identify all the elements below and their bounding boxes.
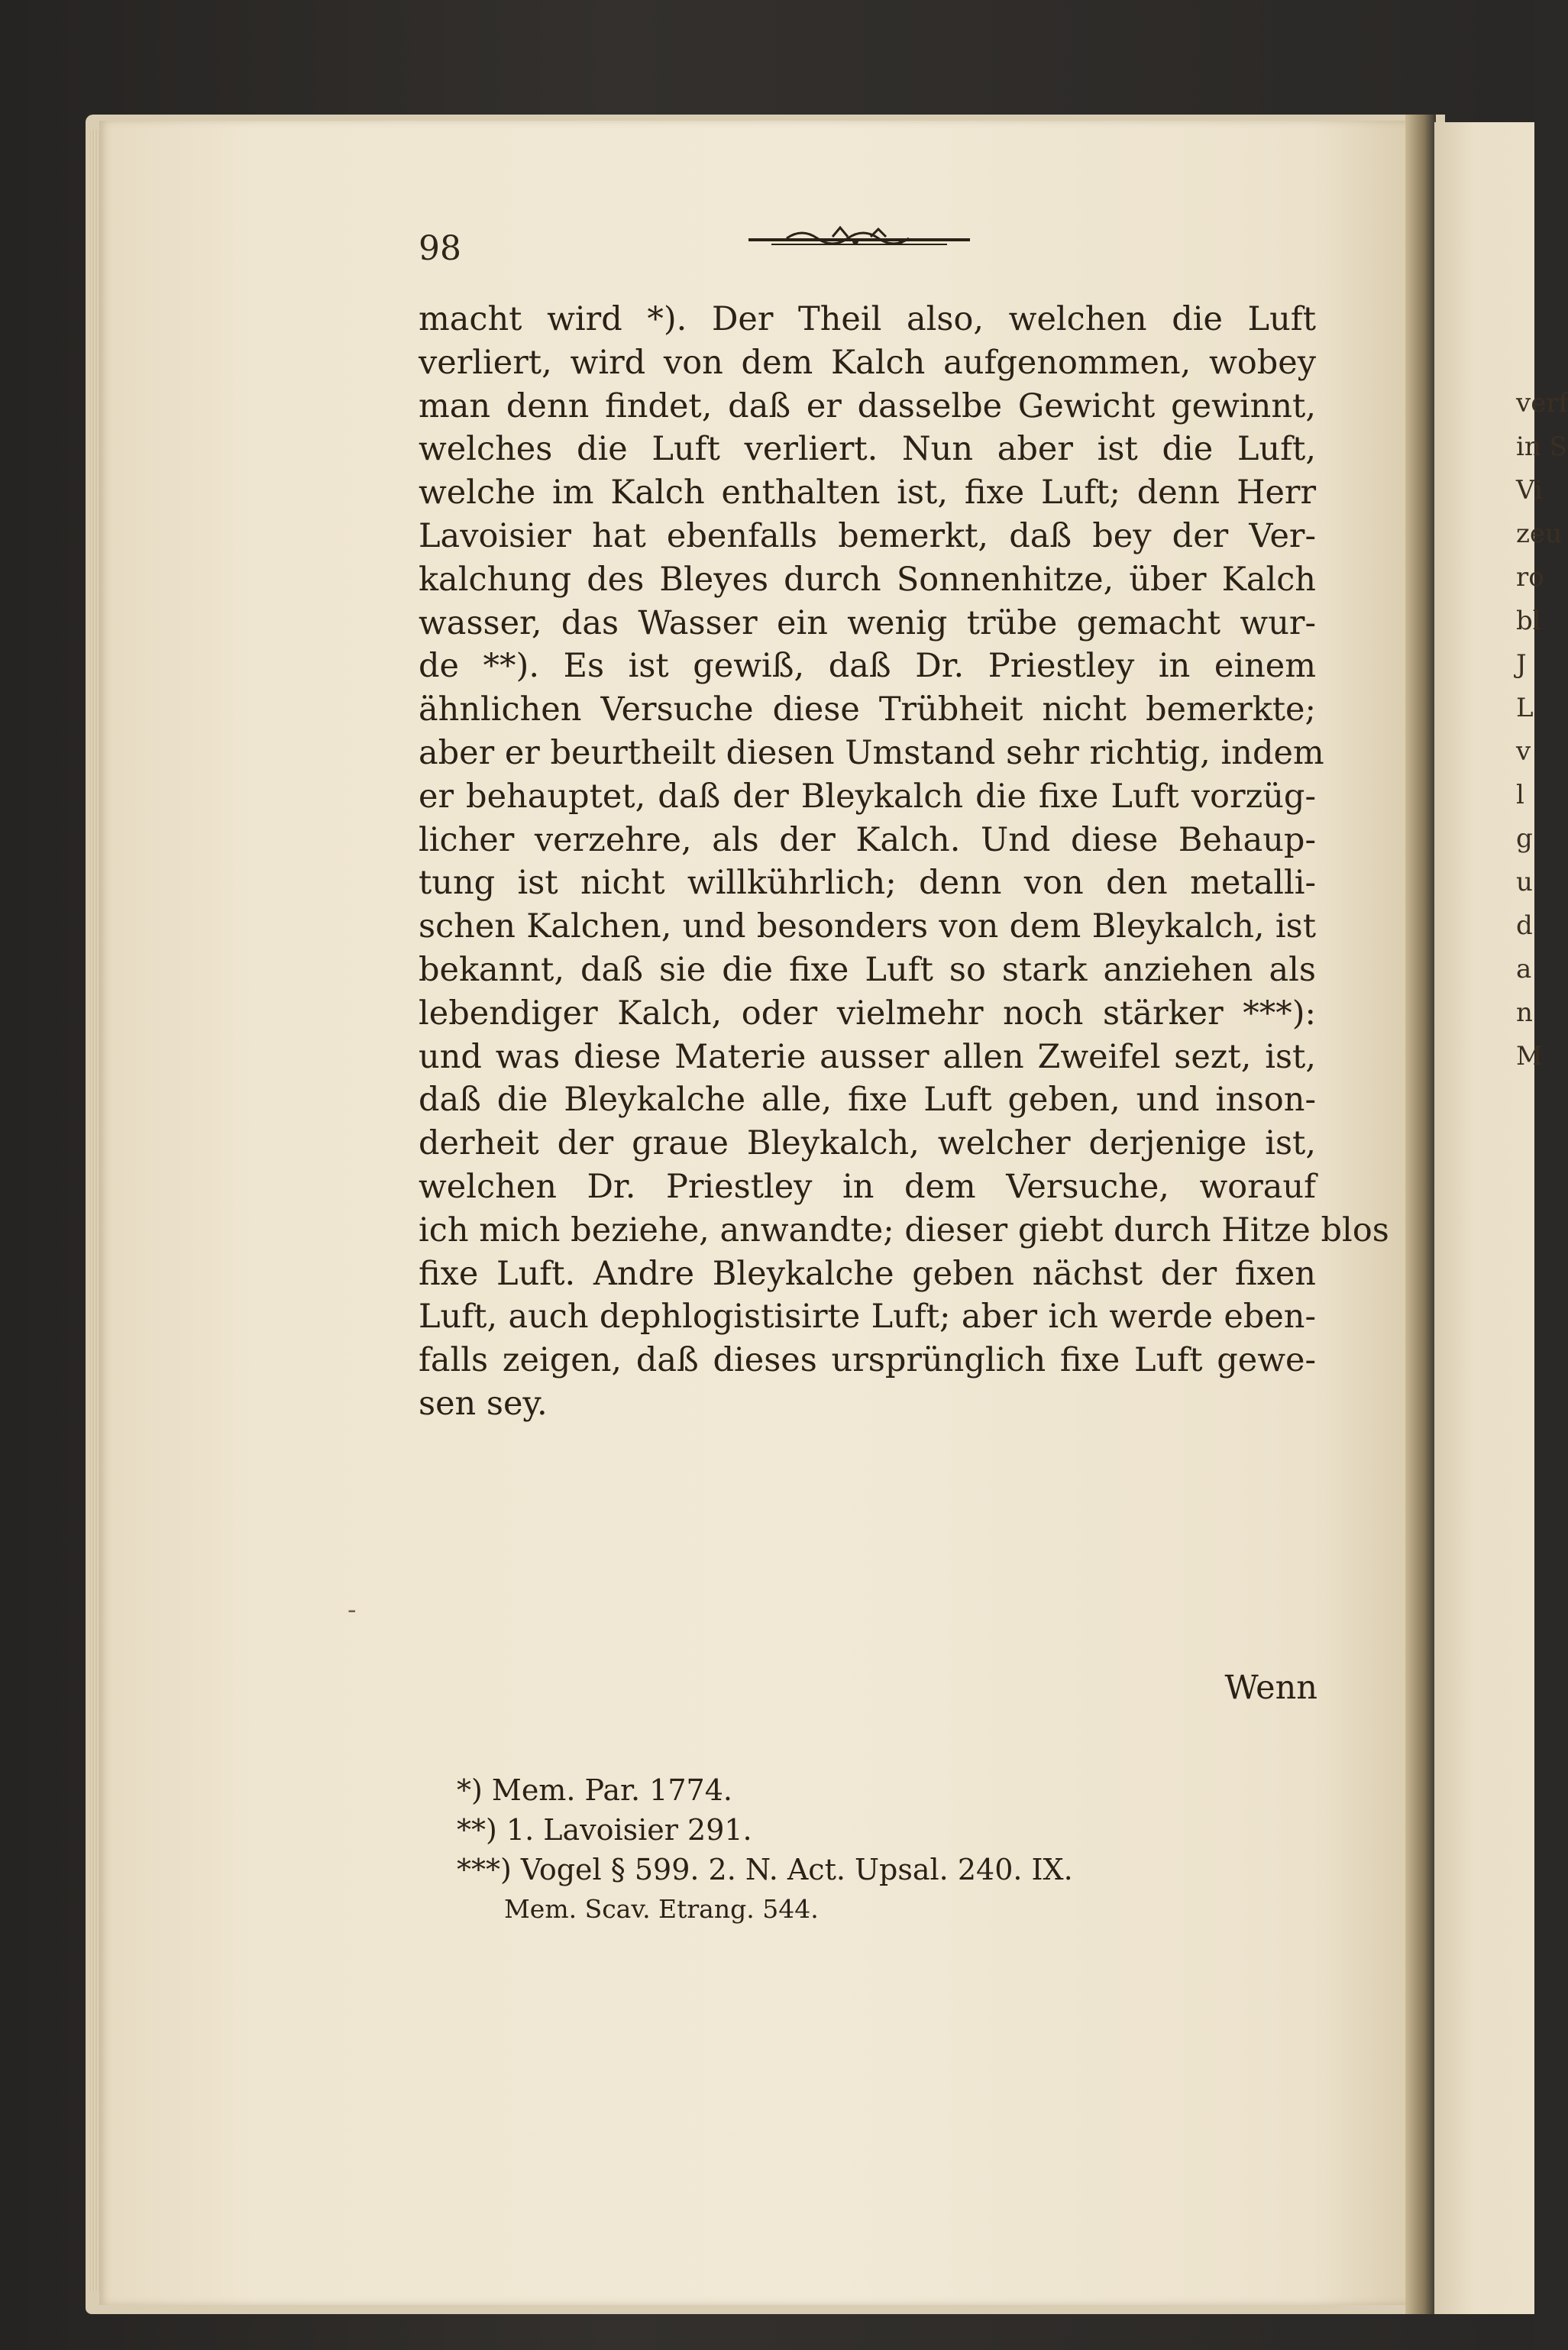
facing-page-line: u — [1516, 867, 1533, 897]
footnotes — [457, 1770, 1320, 1929]
body-line: bekannt, daß sie die fixe Luft so stark anziehen als — [419, 950, 1316, 989]
footnote-2: **) 1. Lavoisier 291. — [457, 1813, 752, 1847]
body-line: er behauptet, daß der Bleykalch die fixe Luft vorzüg- — [419, 777, 1316, 816]
body-line: daß die Bleykalche alle, fixe Luft geben, und inson- — [419, 1081, 1316, 1120]
body-line: man denn findet, daß er dasselbe Gewicht gewinnt, — [419, 386, 1316, 425]
facing-page-line: verf — [1516, 388, 1568, 419]
ornament-icon — [741, 215, 978, 261]
body-line: de **). Es ist gewiß, daß Dr. Priestley in einem — [419, 647, 1316, 686]
body-line: welchen Dr. Priestley in dem Versuche, worauf — [419, 1167, 1316, 1206]
footnote-3: ***) Vogel § 599. 2. N. Act. Upsal. 240. IX. — [457, 1853, 1073, 1886]
body-line: tung ist nicht willkührlich; denn von den metalli- — [419, 864, 1316, 903]
facing-page-text — [1516, 382, 1568, 1078]
book-gutter — [1405, 115, 1436, 2314]
body-line: ich mich beziehe, anwandte; dieser giebt durch Hitze blos — [419, 1211, 1389, 1249]
body-line: und was diese Materie ausser allen Zweifel sezt, ist, — [419, 1037, 1316, 1076]
page-number: 98 — [419, 229, 461, 268]
facing-page-line: zeu — [1516, 519, 1562, 549]
footnote-1: *) Mem. Par. 1774. — [457, 1773, 732, 1807]
facing-page-line: M — [1516, 1041, 1543, 1072]
body-line: ähnlichen Versuche diese Trübheit nicht bemerkte; — [419, 690, 1316, 729]
body-line: sen sey. — [419, 1384, 548, 1423]
facing-page-line: bl — [1516, 606, 1541, 636]
body-line: Luft, auch dephlogistisirte Luft; aber ich werde eben- — [419, 1298, 1316, 1337]
facing-page-line: J — [1516, 649, 1527, 680]
body-line: kalchung des Bleyes durch Sonnenhitze, über Kalch — [419, 560, 1316, 599]
facing-page-line: L — [1516, 693, 1534, 723]
body-line: welches die Luft verliert. Nun aber ist die Luft, — [419, 430, 1316, 469]
body-line: aber er beurtheilt diesen Umstand sehr richtig, indem — [419, 733, 1324, 772]
facing-page-line: n — [1516, 997, 1533, 1028]
body-line: falls zeigen, daß dieses ursprünglich fixe Luft gewe- — [419, 1341, 1316, 1380]
facing-page-line: ro — [1516, 562, 1544, 593]
facing-page-line: in S — [1516, 432, 1567, 462]
body-line: derheit der graue Bleykalch, welcher derjenige ist, — [419, 1124, 1316, 1163]
catchword: Wenn — [1224, 1669, 1317, 1707]
body-line: welche im Kalch enthalten ist, fixe Luft; denn Herr — [419, 474, 1316, 512]
facing-page-line: Vi — [1516, 475, 1543, 506]
facing-page-line: g — [1516, 823, 1533, 854]
body-line: verliert, wird von dem Kalch aufgenommen, wobey — [419, 343, 1316, 382]
facing-page-line: v — [1516, 736, 1531, 767]
body-line: macht wird *). Der Theil also, welchen die Luft — [419, 300, 1316, 338]
body-text — [419, 298, 1389, 1426]
body-line: licher verzehre, als der Kalch. Und diese Behaup- — [419, 820, 1316, 859]
body-line: wasser, das Wasser ein wenig trübe gemacht wur- — [419, 603, 1316, 642]
body-line: lebendiger Kalch, oder vielmehr noch stärker ***): — [419, 994, 1316, 1033]
facing-page-line: d — [1516, 910, 1533, 941]
body-line: fixe Luft. Andre Bleykalche geben nächst der fixen — [419, 1254, 1316, 1293]
body-line: schen Kalchen, und besonders von dem Bleykalch, ist — [419, 907, 1316, 946]
facing-page-line: a — [1516, 954, 1532, 984]
margin-mark: - — [348, 1595, 357, 1625]
footnote-3-continuation: Mem. Scav. Etrang. 544. — [504, 1894, 819, 1924]
facing-page-line: l — [1516, 780, 1524, 810]
body-line: Lavoisier hat ebenfalls bemerkt, daß bey der Ver- — [419, 516, 1316, 555]
